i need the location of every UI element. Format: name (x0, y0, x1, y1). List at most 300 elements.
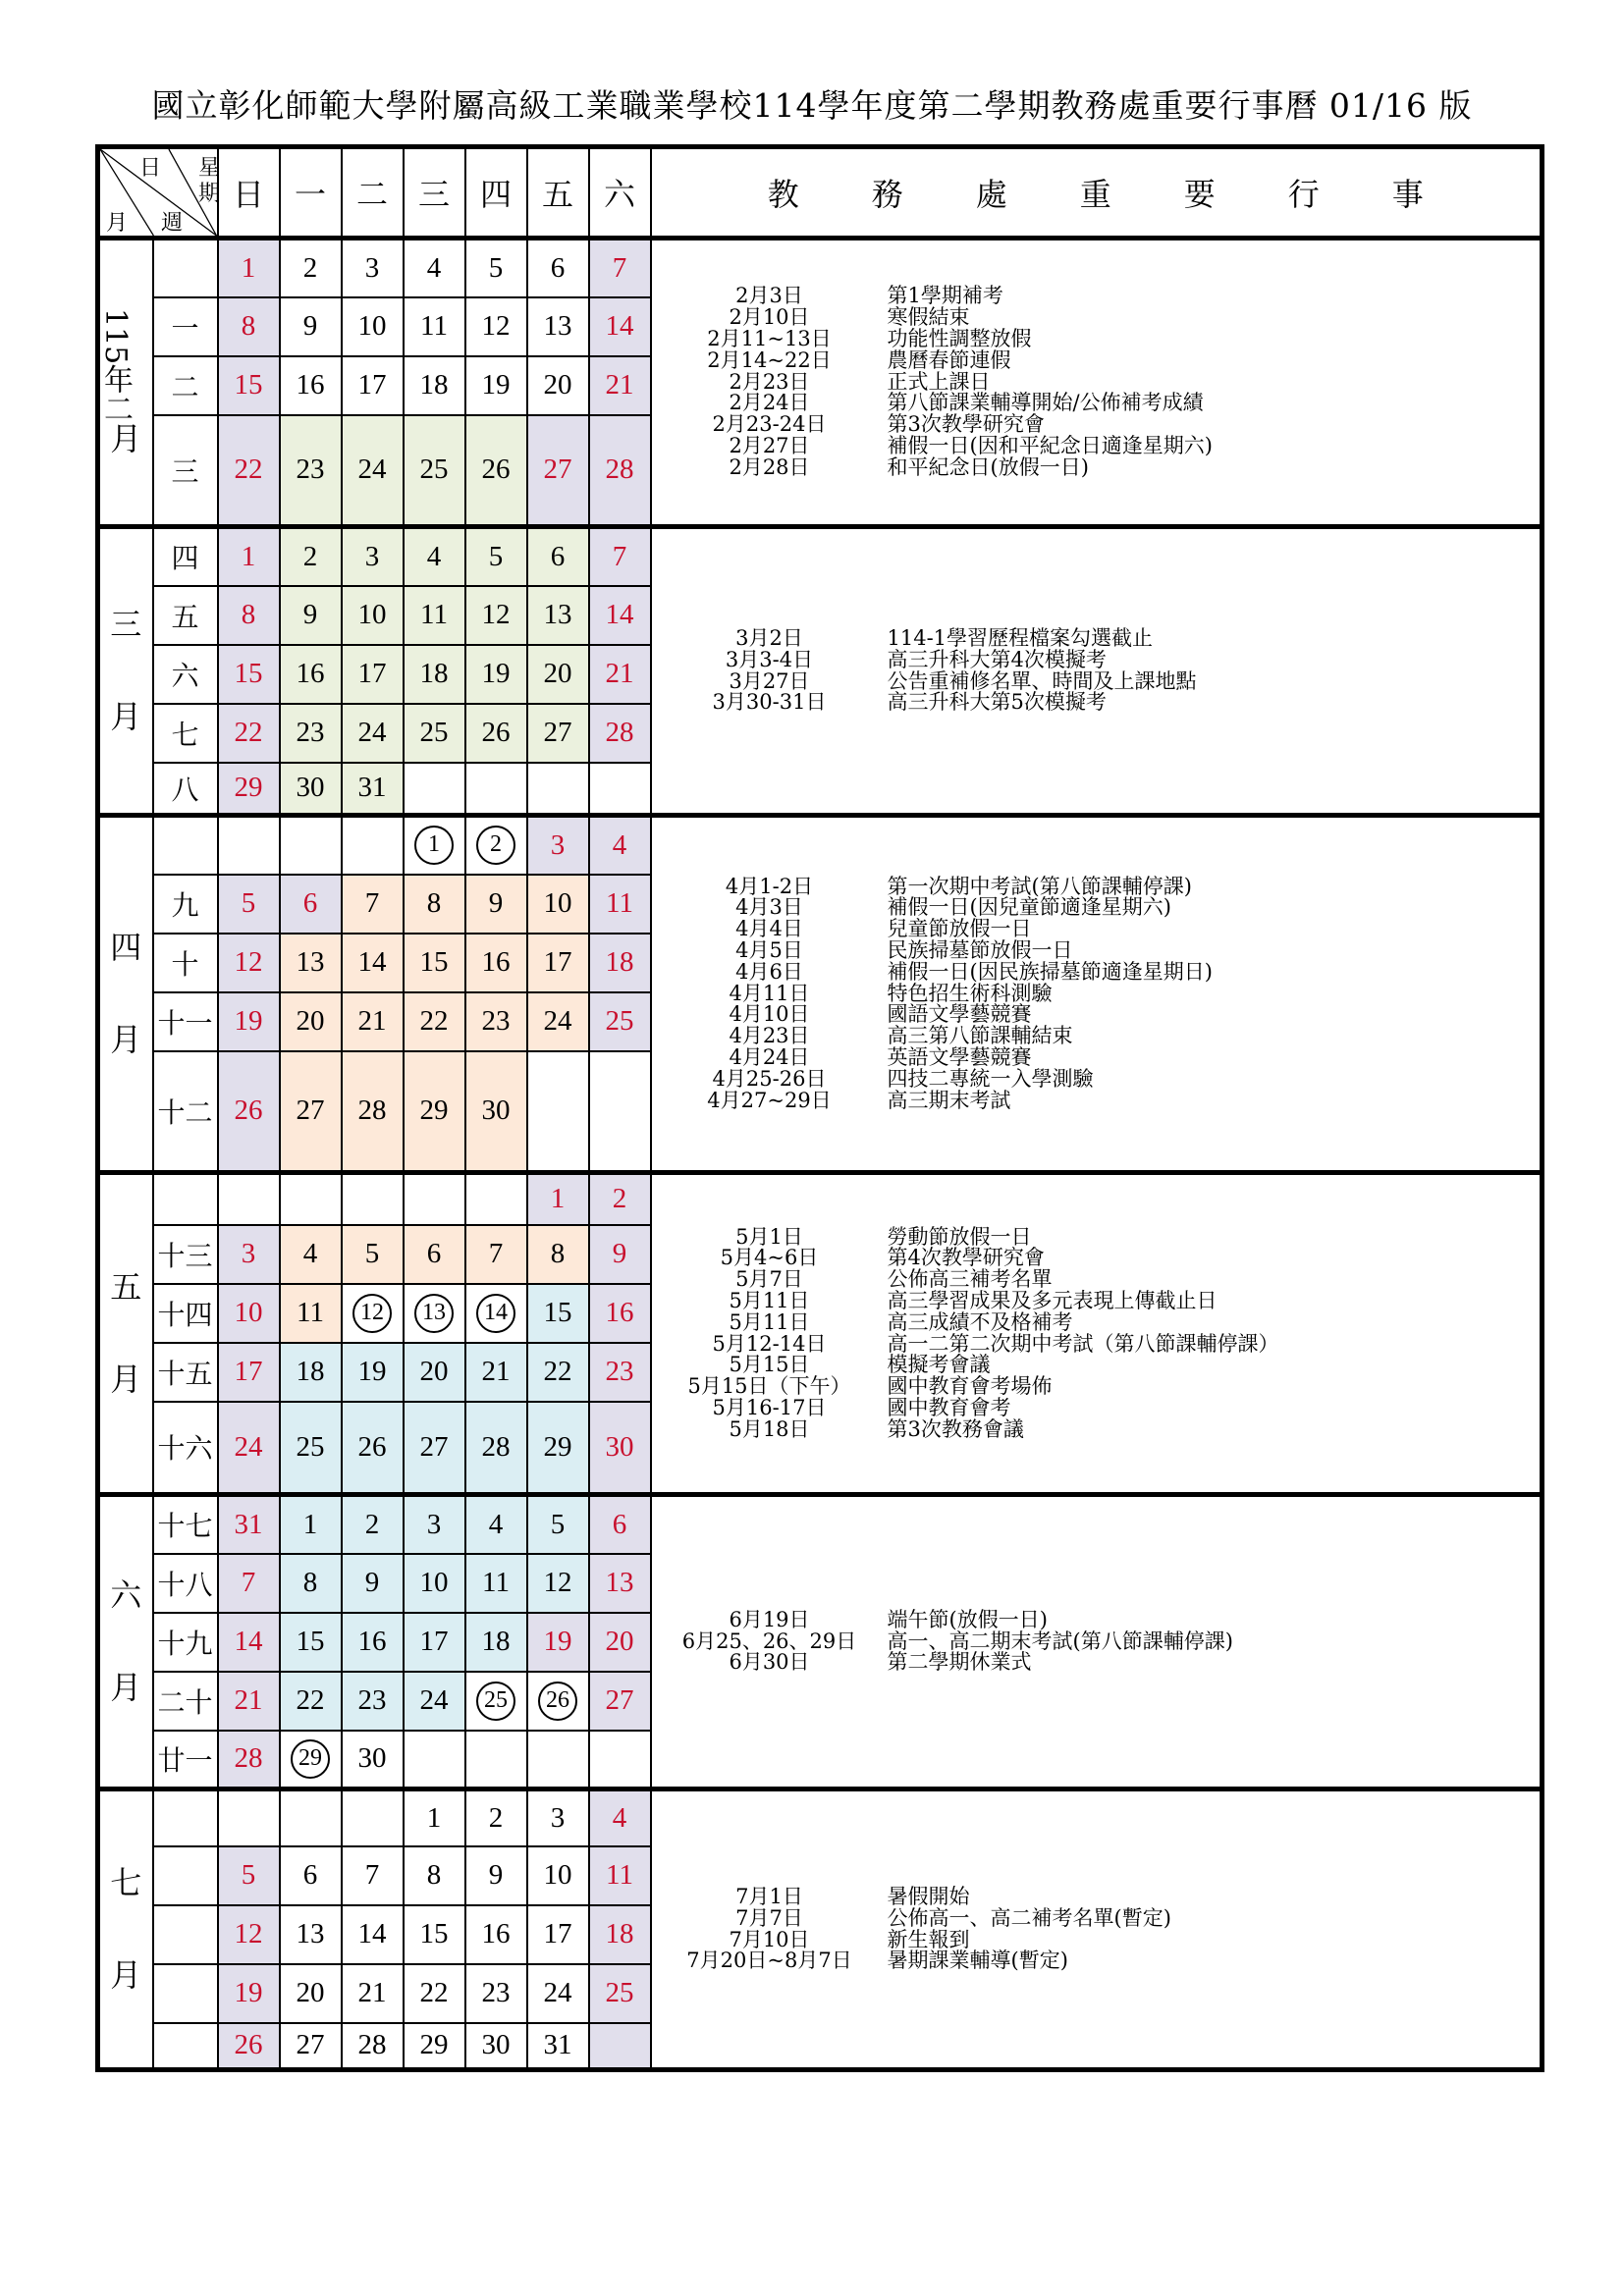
day-cell: 3 (342, 239, 404, 297)
day-cell (404, 816, 465, 875)
event-text: 國語文學藝競賽 (887, 1002, 1032, 1027)
event-item (652, 347, 1541, 372)
corner-month-label: 月 (106, 211, 129, 236)
event-date: 4月27~29日 (707, 1088, 832, 1112)
day-cell: 18 (404, 356, 465, 415)
day-cell (218, 1789, 280, 1846)
day-cell: 11 (589, 875, 651, 934)
day-cell: 28 (342, 2023, 404, 2070)
day-cell (280, 816, 342, 875)
day-cell: 9 (589, 1225, 651, 1284)
day-cell: 28 (589, 704, 651, 763)
day-cell: 3 (342, 527, 404, 586)
day-cell: 8 (404, 1846, 465, 1905)
day-cell: 14 (589, 586, 651, 645)
day-cell: 17 (342, 356, 404, 415)
event-text: 高三成績不及格補考 (887, 1309, 1073, 1334)
event-item (652, 1652, 1541, 1674)
event-date: 5月15日 (729, 1353, 810, 1377)
week-row (98, 1495, 1543, 1554)
day-cell: 14 (342, 1905, 404, 1964)
day-cell: 18 (280, 1343, 342, 1402)
day-cell: 3 (218, 1225, 280, 1284)
day-cell (589, 1051, 651, 1173)
event-text: 補假一日(因和平紀念日適逢星期六) (887, 433, 1213, 457)
day-cell: 5 (465, 527, 527, 586)
page-title: 國立彰化師範大學附屬高級工業職業學校114學年度第二學期教務處重要行事曆 01/16 版 (151, 86, 1473, 125)
event-date: 3月2日 (735, 625, 803, 650)
event-item (652, 307, 1541, 329)
event-text: 模擬考會議 (887, 1353, 991, 1377)
events-heading-char: 事 (1391, 176, 1424, 213)
event-item (652, 1884, 1541, 1908)
day-cell: 12 (218, 1905, 280, 1964)
day-cell (527, 1731, 589, 1789)
event-text: 公佈高一、高二補考名單(暫定) (887, 1905, 1171, 1930)
event-date: 4月5日 (735, 938, 803, 962)
events-heading (651, 147, 1543, 239)
day-cell: 13 (589, 1554, 651, 1613)
corner-weekday-label-1: 星 (198, 156, 221, 181)
day-cell: 21 (218, 1672, 280, 1731)
event-item (652, 874, 1541, 898)
day-cell: 12 (465, 297, 527, 356)
event-text: 高三升科大第5次模擬考 (887, 690, 1107, 715)
event-date: 3月3-4日 (725, 647, 814, 671)
day-cell: 30 (342, 1731, 404, 1789)
day-cell: 6 (527, 527, 589, 586)
day-cell: 11 (280, 1284, 342, 1343)
event-text: 第一次期中考試(第八節課輔停課) (887, 874, 1192, 898)
week-number: 十六 (153, 1402, 218, 1495)
month-label (98, 1173, 153, 1495)
event-item (652, 369, 1541, 394)
day-cell: 23 (280, 415, 342, 527)
week-number: 五 (153, 586, 218, 645)
day-cell: 30 (589, 1402, 651, 1495)
day-cell: 28 (589, 415, 651, 527)
event-date: 4月3日 (735, 895, 803, 920)
event-date: 2月24日 (729, 391, 810, 415)
day-cell (280, 1173, 342, 1225)
event-text: 高三期末考試 (887, 1088, 1011, 1112)
event-item (652, 1309, 1541, 1334)
event-item (652, 959, 1541, 984)
day-cell: 20 (280, 992, 342, 1051)
event-text: 兒童節放假一日 (887, 917, 1032, 941)
event-item (652, 433, 1541, 457)
day-cell: 6 (404, 1225, 465, 1284)
day-cell: 2 (280, 527, 342, 586)
day-cell: 1 (218, 527, 280, 586)
day-cell (527, 1051, 589, 1173)
event-text: 第二學期休業式 (887, 1650, 1032, 1675)
event-item (652, 692, 1541, 714)
event-date: 2月3日 (735, 284, 803, 308)
events-heading-char: 處 (975, 176, 1007, 213)
event-text: 四技二專統一入學測驗 (887, 1066, 1094, 1091)
events-cell (651, 1173, 1543, 1495)
event-item (652, 1044, 1541, 1069)
day-cell: 9 (465, 1846, 527, 1905)
day-cell: 13 (280, 1905, 342, 1964)
calendar-body (98, 239, 1543, 2070)
event-item (652, 940, 1541, 962)
day-cell: 3 (527, 1789, 589, 1846)
month-label-top: 七 (110, 1863, 142, 1901)
event-text: 第4次教學研究會 (887, 1246, 1045, 1270)
week-number: 十七 (153, 1495, 218, 1554)
week-number (153, 1846, 218, 1905)
corner-header (98, 147, 221, 239)
day-cell: 29 (527, 1402, 589, 1495)
day-cell: 11 (589, 1846, 651, 1905)
week-number: 二 (153, 356, 218, 415)
day-cell: 23 (342, 1672, 404, 1731)
day-cell (589, 1731, 651, 1789)
month-label-top: 115年二 (98, 308, 133, 424)
event-item (652, 1004, 1541, 1026)
event-text: 114-1學習歷程檔案勾選截止 (887, 625, 1154, 650)
day-cell: 18 (589, 934, 651, 992)
circled-exam-day: 12 (352, 1294, 392, 1333)
event-item (652, 897, 1541, 919)
day-cell: 3 (404, 1495, 465, 1554)
event-text: 第3次教學研究會 (887, 412, 1045, 437)
week-row (98, 527, 1543, 586)
day-cell: 17 (527, 1905, 589, 1964)
day-cell: 18 (589, 1905, 651, 1964)
day-cell (342, 816, 404, 875)
day-cell: 16 (589, 1284, 651, 1343)
day-cell: 14 (342, 934, 404, 992)
day-cell (342, 1789, 404, 1846)
day-cell: 26 (465, 415, 527, 527)
event-item (652, 1395, 1541, 1419)
events-heading-char: 行 (1287, 176, 1320, 213)
week-number: 十三 (153, 1225, 218, 1284)
corner-weekday-label-2: 期 (198, 182, 221, 206)
event-text: 補假一日(因兒童節適逢星期六) (887, 895, 1171, 920)
event-date: 3月30-31日 (712, 690, 827, 715)
event-item (652, 647, 1541, 671)
day-cell: 10 (342, 586, 404, 645)
day-cell: 4 (404, 527, 465, 586)
day-cell: 2 (342, 1495, 404, 1554)
day-cell: 25 (589, 992, 651, 1051)
day-cell: 14 (589, 297, 651, 356)
week-number (153, 239, 218, 297)
month-label-bottom: 月 (110, 1668, 142, 1706)
month-label-bottom: 月 (110, 1360, 142, 1398)
day-cell (404, 763, 465, 816)
event-text: 勞動節放假一日 (887, 1224, 1032, 1249)
day-cell: 24 (342, 415, 404, 527)
day-cell: 2 (465, 1789, 527, 1846)
event-text: 和平紀念日(放假一日) (887, 454, 1089, 479)
circled-exam-day: 14 (476, 1294, 515, 1333)
calendar-table (95, 144, 1544, 2072)
event-text: 民族掃墓節放假一日 (887, 938, 1073, 962)
day-cell: 10 (218, 1284, 280, 1343)
day-cell: 10 (527, 1846, 589, 1905)
day-cell (404, 1173, 465, 1225)
week-number (153, 1905, 218, 1964)
week-number: 十五 (153, 1343, 218, 1402)
day-cell: 11 (404, 586, 465, 645)
event-date: 5月16-17日 (712, 1395, 827, 1419)
day-cell: 15 (218, 645, 280, 704)
circled-exam-day: 26 (538, 1682, 577, 1721)
event-item (652, 1288, 1541, 1312)
week-number: 八 (153, 763, 218, 816)
day-cell (465, 1731, 527, 1789)
week-number: 二十 (153, 1672, 218, 1731)
day-cell: 7 (218, 1554, 280, 1613)
day-cell (465, 1173, 527, 1225)
week-row (98, 816, 1543, 875)
day-cell: 9 (280, 297, 342, 356)
day-cell: 20 (404, 1343, 465, 1402)
event-text: 高一二第二次期中考試（第八節課輔停課） (887, 1331, 1279, 1356)
event-item (652, 1607, 1541, 1631)
month-label-top: 三 (110, 605, 142, 643)
day-cell: 27 (280, 2023, 342, 2070)
event-date: 2月27日 (729, 433, 810, 457)
day-cell: 7 (465, 1225, 527, 1284)
weekday-header-fri: 五 (527, 147, 589, 239)
month-label-top: 六 (110, 1575, 142, 1614)
event-date: 2月23日 (729, 369, 810, 394)
day-cell: 26 (218, 2023, 280, 2070)
day-cell: 5 (342, 1225, 404, 1284)
day-cell (527, 1672, 589, 1731)
day-cell: 22 (280, 1672, 342, 1731)
day-cell: 8 (218, 586, 280, 645)
day-cell: 27 (527, 415, 589, 527)
day-cell (342, 1173, 404, 1225)
weekday-header-mon: 一 (280, 147, 342, 239)
week-number: 四 (153, 527, 218, 586)
day-cell (465, 763, 527, 816)
event-date: 5月18日 (729, 1416, 810, 1441)
day-cell: 27 (404, 1402, 465, 1495)
event-item (652, 1331, 1541, 1356)
circled-exam-day: 13 (414, 1294, 454, 1333)
day-cell: 10 (342, 297, 404, 356)
day-cell: 16 (465, 1905, 527, 1964)
day-cell: 1 (218, 239, 280, 297)
circled-exam-day: 2 (476, 826, 515, 865)
day-cell: 23 (465, 992, 527, 1051)
event-item (652, 454, 1541, 479)
event-text: 高三第八節課輔結束 (887, 1024, 1073, 1048)
week-number (153, 816, 218, 875)
event-text: 高三學習成果及多元表現上傳截止日 (887, 1288, 1218, 1312)
day-cell: 1 (404, 1789, 465, 1846)
day-cell: 9 (465, 875, 527, 934)
day-cell: 23 (589, 1343, 651, 1402)
day-cell: 31 (342, 763, 404, 816)
event-date: 2月14~22日 (707, 347, 832, 372)
events-cell (651, 816, 1543, 1173)
event-text: 寒假結束 (887, 305, 970, 330)
event-text: 農曆春節連假 (887, 347, 1011, 372)
event-item (652, 1088, 1541, 1112)
day-cell: 4 (589, 1789, 651, 1846)
event-item (652, 329, 1541, 350)
day-cell (465, 1284, 527, 1343)
day-cell (589, 763, 651, 816)
month-label (98, 239, 153, 527)
week-number: 七 (153, 704, 218, 763)
event-item (652, 286, 1541, 307)
event-text: 暑假開始 (887, 1884, 970, 1908)
day-cell: 4 (465, 1495, 527, 1554)
event-text: 第1學期補考 (887, 284, 1003, 308)
week-number: 三 (153, 415, 218, 527)
day-cell: 21 (589, 645, 651, 704)
day-cell: 7 (589, 527, 651, 586)
day-cell: 7 (342, 1846, 404, 1905)
event-item (652, 1026, 1541, 1047)
event-item (652, 1066, 1541, 1091)
day-cell: 4 (280, 1225, 342, 1284)
event-text: 公告重補修名單、時間及上課地點 (887, 668, 1197, 693)
week-number: 廿一 (153, 1731, 218, 1789)
day-cell: 12 (218, 934, 280, 992)
day-cell: 24 (218, 1402, 280, 1495)
day-cell (280, 1789, 342, 1846)
events-heading-char: 教 (767, 176, 799, 213)
day-cell: 22 (527, 1343, 589, 1402)
event-date: 4月25-26日 (712, 1066, 827, 1091)
day-cell: 29 (218, 763, 280, 816)
corner-week-label: 週 (161, 211, 184, 236)
week-number: 十四 (153, 1284, 218, 1343)
event-item (652, 1248, 1541, 1269)
week-number: 十一 (153, 992, 218, 1051)
event-item (652, 1269, 1541, 1291)
circled-exam-day: 29 (291, 1739, 330, 1779)
week-row (98, 1789, 1543, 1846)
day-cell: 22 (404, 1964, 465, 2023)
week-number (153, 1789, 218, 1846)
day-cell: 11 (404, 297, 465, 356)
week-number: 十二 (153, 1051, 218, 1173)
event-date: 3月27日 (729, 668, 810, 693)
day-cell: 26 (342, 1402, 404, 1495)
day-cell: 31 (218, 1495, 280, 1554)
day-cell (280, 1731, 342, 1789)
day-cell (218, 816, 280, 875)
day-cell: 26 (218, 1051, 280, 1173)
day-cell: 19 (342, 1343, 404, 1402)
event-date: 6月30日 (729, 1650, 810, 1675)
day-cell: 8 (218, 297, 280, 356)
event-date: 5月4~6日 (720, 1246, 819, 1270)
day-cell: 5 (218, 1846, 280, 1905)
event-item (652, 668, 1541, 693)
event-item (652, 1416, 1541, 1441)
event-date: 6月19日 (729, 1607, 810, 1631)
day-cell: 13 (527, 586, 589, 645)
events-heading-char: 重 (1079, 176, 1111, 213)
event-text: 暑期課業輔導(暫定) (887, 1949, 1068, 1973)
day-cell: 17 (527, 934, 589, 992)
week-number: 十 (153, 934, 218, 992)
event-item (652, 981, 1541, 1005)
day-cell: 24 (527, 1964, 589, 2023)
day-cell: 7 (342, 875, 404, 934)
event-date: 5月15日（下午） (687, 1374, 851, 1399)
day-cell: 25 (280, 1402, 342, 1495)
day-cell: 17 (404, 1613, 465, 1672)
day-cell: 16 (465, 934, 527, 992)
day-cell: 2 (589, 1173, 651, 1225)
day-cell: 15 (527, 1284, 589, 1343)
event-text: 新生報到 (887, 1927, 970, 1951)
header-row (98, 147, 1543, 239)
day-cell: 4 (404, 239, 465, 297)
event-date: 7月1日 (735, 1884, 803, 1908)
day-cell (404, 1284, 465, 1343)
events-cell (651, 1495, 1543, 1789)
day-cell: 30 (280, 763, 342, 816)
event-item (652, 1927, 1541, 1951)
event-item (652, 1905, 1541, 1930)
event-date: 2月28日 (729, 454, 810, 479)
events-heading-char: 務 (871, 176, 903, 213)
day-cell: 22 (404, 992, 465, 1051)
day-cell: 6 (280, 1846, 342, 1905)
day-cell: 8 (527, 1225, 589, 1284)
day-cell: 17 (218, 1343, 280, 1402)
day-cell: 21 (342, 1964, 404, 2023)
weekday-header-tue: 二 (342, 147, 404, 239)
day-cell: 27 (280, 1051, 342, 1173)
day-cell: 30 (465, 2023, 527, 2070)
month-label (98, 816, 153, 1173)
month-label-top: 四 (110, 928, 142, 966)
day-cell: 15 (404, 1905, 465, 1964)
day-cell: 22 (218, 704, 280, 763)
event-date: 4月4日 (735, 917, 803, 941)
week-row (98, 239, 1543, 297)
event-date: 7月20日~8月7日 (686, 1949, 852, 1973)
day-cell: 16 (342, 1613, 404, 1672)
day-cell: 13 (280, 934, 342, 992)
day-cell: 20 (527, 645, 589, 704)
day-cell: 25 (404, 415, 465, 527)
day-cell: 6 (527, 239, 589, 297)
day-cell: 28 (218, 1731, 280, 1789)
week-row (98, 1173, 1543, 1225)
event-text: 國中教育會考 (887, 1395, 1011, 1419)
day-cell: 4 (589, 816, 651, 875)
day-cell: 26 (465, 704, 527, 763)
event-date: 4月10日 (729, 1002, 810, 1027)
day-cell: 1 (280, 1495, 342, 1554)
week-number (153, 1964, 218, 2023)
event-item (652, 1631, 1541, 1653)
event-date: 5月1日 (735, 1224, 803, 1249)
event-text: 高一、高二期末考試(第八節課輔停課) (887, 1629, 1233, 1653)
day-cell: 25 (589, 1964, 651, 2023)
day-cell: 20 (527, 356, 589, 415)
month-label (98, 1789, 153, 2070)
event-item (652, 1355, 1541, 1376)
